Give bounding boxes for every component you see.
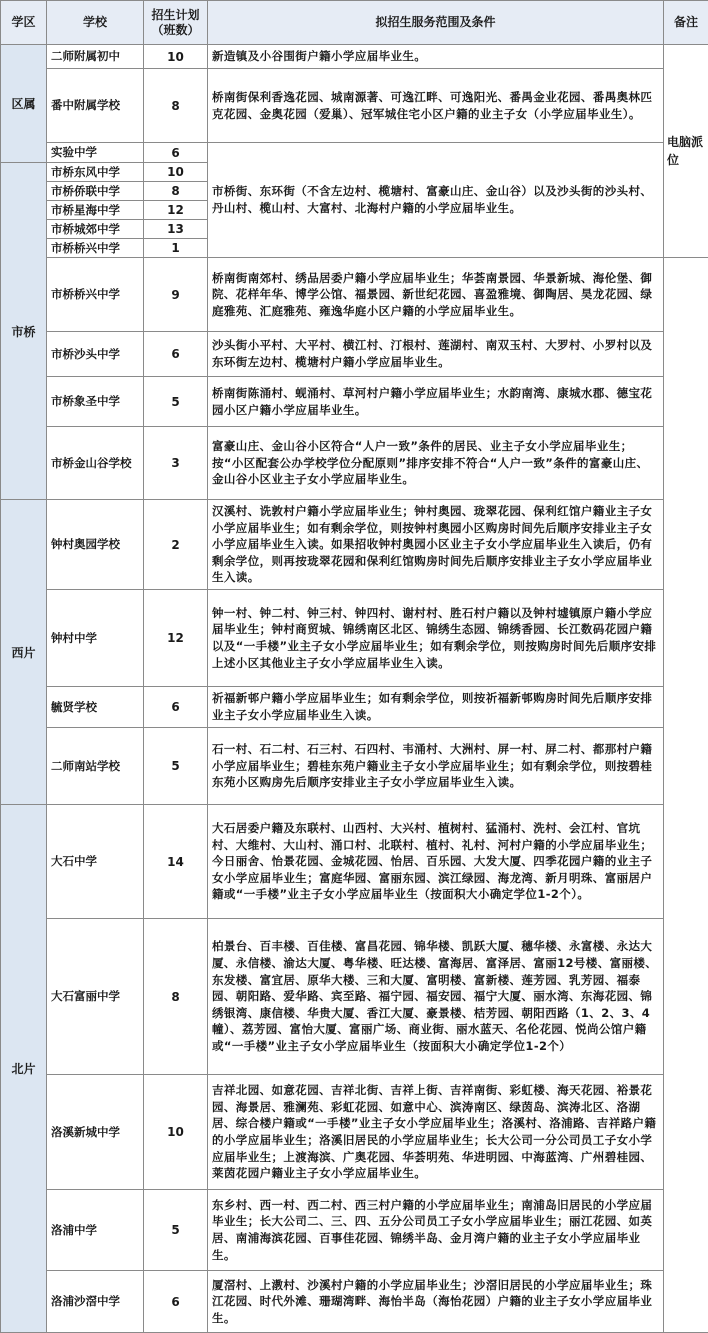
table-row [1,1075,708,1190]
plan-count: 8 [144,69,208,143]
school-name: 毓贤学校 [47,687,144,728]
school-name: 市桥侨联中学 [47,182,144,201]
header-row [1,1,708,45]
school-name: 市桥桥兴中学 [47,239,144,258]
shared-scope-text: 市桥街、东环街（不含左边村、榄塘村、富豪山庄、金山谷）以及沙头街的沙头村、丹山村、榄山村、大富村、北海村户籍的小学应届毕业生。 [208,143,664,258]
school-name: 市桥城郊中学 [47,220,144,239]
plan-count: 10 [144,1075,208,1190]
plan-count: 6 [144,332,208,377]
header-plan: 招生计划（班数） [144,1,208,45]
table-row [1,258,708,332]
school-name: 大石富丽中学 [47,919,144,1075]
plan-count: 5 [144,728,208,805]
school-name: 二师附属初中 [47,45,144,69]
school-name: 市桥东风中学 [47,163,144,182]
plan-count: 10 [144,45,208,69]
scope-text: 新造镇及小谷围街户籍小学应届毕业生。 [208,45,664,69]
scope-text: 汉溪村、诜敦村户籍小学应届毕业生；钟村奥园、珑翠花园、保利红馆户籍业主子女小学应届毕业生；如有剩余学位，则按钟村奥园小区购房时间先后顺序安排业主子女小学应届毕业生入读。如果招收钟村奥园小区业主子女小学应届毕业生入读后，仍有剩余学位，则再按珑翠花园和保利红馆购房时间先后顺序安排业主子女小学应届毕业生入读。 [208,500,664,590]
scope-text: 吉祥北园、如意花园、吉祥北街、吉祥上街、吉祥南街、彩虹楼、海天花园、裕景花园、海景居、雅澜苑、彩虹花园、如意中心、滨涛南区、绿茵岛、滨涛北区、洛湖居、综合楼户籍或“一手楼”业主子女小学应届毕业生；洛溪村、洛浦路、吉祥路户籍的小学应届毕业生；洛溪旧居民的小学应届毕业生；长大公司一分公司员工子女小学应届毕业生；上渡海滨、广奥花园、华荟明苑、华进明园、中海蓝湾、广州碧桂园、莱茵花园户籍业主子女小学应届毕业生。 [208,1075,664,1190]
note-cell: 电脑派位 [664,45,708,258]
scope-text: 桥南街陈涌村、蚬涌村、草河村户籍小学应届毕业生；水韵南湾、康城水郡、德宝花园小区户籍小学应届毕业生。 [208,377,664,427]
table-row [1,500,708,590]
plan-count: 5 [144,377,208,427]
header-school: 学校 [47,1,144,45]
school-name: 钟村奥园学校 [47,500,144,590]
scope-text: 柏景台、百丰楼、百佳楼、富昌花园、锦华楼、凯跃大厦、穗华楼、永富楼、永达大厦、永信楼、渝达大厦、粤华楼、旺达楼、富海居、富泽居、富丽12号楼、富丽楼、东发楼、富宜居、原华大楼、三和大厦、富明楼、富新楼、莲芳园、乳芳园、福泰园、朝阳路、爱华路、宾至路、福宁园、福安园、福宁大厦、丽水湾、东海花园、锦绣银湾、康信楼、华贵大厦、香江大厦、豪景楼、桔芳园、朝阳西路（1、2、3、4幢）、荔芳园、富怡大厦、富丽广场、商业街、丽水蓝天、名伦花园、悦尚公馆户籍或“一手楼”业主子女小学应届毕业生（按面积大小确定学位1-2个） [208,919,664,1075]
scope-text: 石一村、石二村、石三村、石四村、韦涌村、大洲村、屏一村、屏二村、都那村户籍小学应届毕业生；碧桂东苑户籍业主子女小学应届毕业生；如有剩余学位，则按碧桂东苑小区购房先后顺序安排业主子女小学应届毕业生入读。 [208,728,664,805]
school-name: 市桥沙头中学 [47,332,144,377]
table-row [1,687,708,728]
scope-text: 富豪山庄、金山谷小区符合“人户一致”条件的居民、业主子女小学应届毕业生；按“小区配套公办学校学位分配原则”排序安排不符合“人户一致”条件的富豪山庄、金山谷小区业主子女小学应届毕业生。 [208,427,664,500]
header-note: 备注 [664,1,708,45]
plan-count: 12 [144,590,208,687]
plan-count: 13 [144,220,208,239]
table-row [1,728,708,805]
zone-cell-beipian: 北片 [1,805,47,1333]
school-name: 番中附属学校 [47,69,144,143]
plan-count: 8 [144,182,208,201]
plan-count: 12 [144,201,208,220]
table-row [1,143,708,163]
plan-count: 5 [144,1190,208,1271]
zone-cell-qushu: 区属 [1,45,47,163]
table-row [1,590,708,687]
plan-count: 1 [144,239,208,258]
scope-text: 沙头街小平村、大平村、横江村、汀根村、莲湖村、南双玉村、大罗村、小罗村以及东环街左边村、榄塘村户籍小学应届毕业生。 [208,332,664,377]
school-name: 市桥星海中学 [47,201,144,220]
table-row [1,1190,708,1271]
scope-text: 厦滘村、上漖村、沙溪村户籍的小学应届毕业生；沙滘旧居民的小学应届毕业生；珠江花园、时代外滩、珊瑚湾畔、海怡半岛（海怡花园）户籍的业主子女小学应届毕业生。 [208,1271,664,1333]
scope-text: 钟一村、钟二村、钟三村、钟四村、谢村村、胜石村户籍以及钟村墟镇原户籍小学应届毕业生；钟村商贸城、锦绣南区北区、锦绣生态园、锦绣香园、长江数码花园户籍以及“一手楼”业主子女小学应届毕业生；如有剩余学位，则按购房时间先后顺序安排上述小区其他业主子女小学应届毕业生入读。 [208,590,664,687]
school-name: 洛溪新城中学 [47,1075,144,1190]
school-name: 钟村中学 [47,590,144,687]
header-zone: 学区 [1,1,47,45]
table-row [1,45,708,69]
plan-count: 6 [144,687,208,728]
zone-cell-xipian: 西片 [1,500,47,805]
school-name: 大石中学 [47,805,144,919]
school-name: 市桥象圣中学 [47,377,144,427]
table-row [1,377,708,427]
zone-cell-shiqiao: 市桥 [1,163,47,500]
scope-text: 桥南街南郊村、绣品居委户籍小学应届毕业生；华荟南景园、华景新城、海伦堡、御院、花样年华、博学公馆、福景园、新世纪花园、喜盈雅境、御陶居、昊龙花园、绿庭雅苑、汇庭雅苑、雍逸华庭小区户籍的小学应届毕业生。 [208,258,664,332]
school-name: 洛浦沙滘中学 [47,1271,144,1333]
plan-count: 6 [144,1271,208,1333]
plan-count: 9 [144,258,208,332]
table-row [1,69,708,143]
table-row [1,332,708,377]
scope-text: 大石居委户籍及东联村、山西村、大兴村、植树村、猛涌村、洗村、会江村、官坑村、大维村、大山村、涌口村、北联村、植村、礼村、河村户籍的小学应届毕业生；今日丽舍、怡景花园、金城花园、怡居、百乐园、大发大厦、四季花园户籍的业主子女小学应届毕业生；富庭华园、富丽东园、滨江绿园、海龙湾、新月明珠、富丽居户籍或“一手楼”业主子女小学应届毕业生（按面积大小确定学位1-2个）。 [208,805,664,919]
plan-count: 8 [144,919,208,1075]
school-name: 洛浦中学 [47,1190,144,1271]
school-name: 二师南站学校 [47,728,144,805]
plan-count: 3 [144,427,208,500]
table-row [1,805,708,919]
note-cell-empty [664,258,708,1333]
table-row [1,919,708,1075]
plan-count: 6 [144,143,208,163]
header-scope: 拟招生服务范围及条件 [208,1,664,45]
table-row [1,427,708,500]
scope-text: 桥南街保利香逸花园、城南源著、可逸江畔、可逸阳光、番禺金业花园、番禺奥林匹克花园、金奥花园（爱巢）、冠军城住宅小区户籍的业主子女（小学应届毕业生）。 [208,69,664,143]
school-name: 市桥金山谷学校 [47,427,144,500]
scope-text: 东乡村、西一村、西二村、西三村户籍的小学应届毕业生；南浦岛旧居民的小学应届毕业生；长大公司二、三、四、五分公司员工子女小学应届毕业生；丽江花园、如英居、南浦海滨花园、百事佳花园、锦绣半岛、金月湾户籍的业主子女小学应届毕业生。 [208,1190,664,1271]
school-name: 实验中学 [47,143,144,163]
school-name: 市桥桥兴中学 [47,258,144,332]
plan-count: 14 [144,805,208,919]
table-row [1,1271,708,1333]
plan-count: 2 [144,500,208,590]
plan-count: 10 [144,163,208,182]
scope-text: 祈福新邨户籍小学应届毕业生；如有剩余学位，则按祈福新邨购房时间先后顺序安排业主子女小学应届毕业生入读。 [208,687,664,728]
